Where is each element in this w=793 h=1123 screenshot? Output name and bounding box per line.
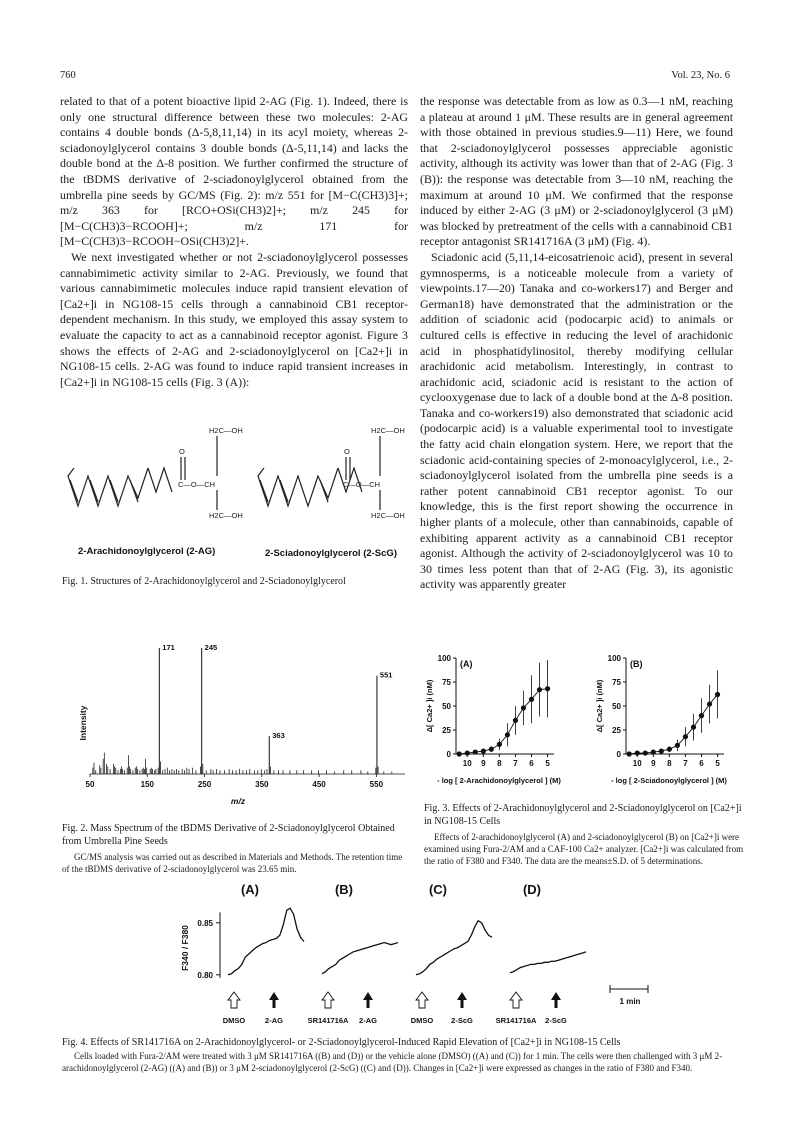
x-axis-label: m/z	[230, 796, 246, 806]
panel-b-chart	[595, 654, 727, 785]
spectrum-peaks	[93, 643, 393, 774]
atom-label: H2C—OH	[371, 511, 405, 520]
data-point	[651, 749, 656, 754]
peak-label: 171	[162, 643, 175, 652]
data-point	[521, 705, 526, 710]
trace-panel	[496, 882, 586, 1025]
structure-2-ag	[68, 436, 217, 510]
figure-1-structures	[60, 396, 408, 564]
agonist-arrow-icon	[269, 992, 279, 1008]
left-column-text	[60, 94, 408, 390]
y-tick-label: 25	[442, 726, 451, 735]
data-point	[505, 732, 510, 737]
y-axis	[197, 912, 220, 979]
y-tick-label: 0	[616, 750, 621, 759]
x-axis-ticks	[86, 774, 384, 789]
x-tick-label: 10	[462, 759, 472, 768]
atom-label: O	[179, 447, 185, 456]
right-column-text	[420, 94, 733, 593]
trace-panel	[411, 882, 492, 1025]
figure-3-caption: Fig. 3. Effects of 2-Arachidonoylglycerol and 2-Sciadonoylglycerol on [Ca2+]i in NG108-15 Cells	[424, 803, 742, 827]
data-point	[545, 686, 550, 691]
atom-label: C—O—CH	[178, 480, 216, 489]
y-tick-label: 75	[442, 678, 451, 687]
double-bond	[90, 480, 98, 502]
page-number: 760	[60, 70, 76, 81]
panel-label: (A)	[240, 882, 260, 897]
panel-label: (D)	[522, 882, 542, 897]
x-axis-label: - log [ 2-Arachidonoylglycerol ] (M)	[437, 776, 561, 785]
data-point	[473, 749, 478, 754]
x-tick-label: 150	[140, 780, 154, 789]
acyl-chain	[68, 468, 148, 506]
fit-curve	[629, 694, 717, 754]
x-tick-label: 550	[369, 780, 384, 789]
data-point	[497, 742, 502, 747]
y-tick-label: 100	[437, 654, 451, 663]
agonist-label: 2-ScG	[451, 1016, 473, 1025]
data-point	[481, 749, 486, 754]
y-tick-label: 0.85	[197, 918, 213, 928]
alkyl-tail	[148, 468, 172, 492]
x-axis-label: - log [ 2-Sciadonoylglycerol ] (M)	[611, 776, 727, 785]
y-axis-label: Δ[ Ca2+ ]i (nM)	[595, 679, 604, 733]
pretreatment-label: DMSO	[222, 1016, 246, 1025]
paragraph: related to that of a potent bioactive lipid 2-AG (Fig. 1). Indeed, there is only one structural difference between these two molecules: 2-AG contains 4 double bonds (Δ-5,8,11,14) in its acyl moiety, whereas 2-sciadonoylglycerol contains 3 double bonds (Δ-5,11,14) and lacks the double bond at the Δ-8 position. We further confirmed the structure of the tBDMS derivative of 2-sciadonoylglycerol obtained from the umbrella pine seeds by GC/MS (Fig. 2): m/z 551 for [M−C(CH3)3]+; m/z 363 for [RCO+OSi(CH3)2]+; m/z 245 for [M−C(CH3)3−RCOOH]+; m/z 171 for [M−C(CH3)3−RCOOH−OSi(CH3)2]+.	[60, 94, 408, 249]
x-tick-label: 7	[513, 759, 518, 768]
figure-4-note: Cells loaded with Fura-2/AM were treated with 3 μM SR141716A ((B) and (D)) or the vehicle alone (DMSO) ((A) and (C)) for 1 min. The cells were then challenged with 3 μM 2-arachidonoylglycerol (2-AG) ((A) and (B)) or 3 μM 2-sciadonoylglycerol (2-ScG) ((C) and (D)). Changes in [Ca2+]i were expressed as changes in the ratio of F380 and F340.	[62, 1051, 723, 1073]
double-bond	[130, 480, 138, 502]
acyl-chain	[258, 468, 338, 506]
y-tick-label: 50	[442, 702, 451, 711]
pretreatment-arrow-icon	[322, 992, 334, 1008]
time-scale-bar	[610, 985, 648, 1006]
agonist-label: 2-AG	[265, 1016, 283, 1025]
peak-label: 551	[379, 670, 393, 680]
pretreatment-arrow-icon	[510, 992, 522, 1008]
paragraph: We next investigated whether or not 2-sciadonoylglycerol possesses cannabimimetic activity similar to 2-AG. Previously, we found that various cannabimimetic molecules induce rapid transient elevation of [Ca2+]i in NG108-15 cells through a cannabinoid CB1 receptor-dependent mechanism. In this study, we employed this assay system to evaluate the capacity to act as a cannabinoid receptor agonist. Figure 3 shows the effects of 2-AG and 2-sciadonoylglycerol on [Ca2+]i in NG108-15 cells. 2-AG was found to induce rapid transient increases in [Ca2+]i in NG108-15 cells (Fig. 3 (A)):	[60, 249, 408, 389]
figure-3-dose-response	[420, 650, 760, 800]
fit-curve	[459, 689, 547, 754]
paragraph: the response was detectable from as low as 0.3—1 nM, reaching a plateau at around 1 μM. These results are in general agreement with those obtained in previous studies.9—11) Here, we found that 2-sciadonoylglycerol possesses appreciable agonistic activity, although its activity was lower than that of 2-AG (Fig. 3 (B)): the response was detectable from 3—10 nM, reaching the maximum at around 10 μM. We confirmed that the response induced by either 2-AG (3 μM) or 2-sciadonoylglycerol (3 μM) was blocked by pretreatment of the cells with a cannabinoid CB1 receptor antagonist SR141716A (3 μM) (Fig. 4).	[420, 94, 733, 249]
pretreatment-arrow-icon	[416, 992, 428, 1008]
y-tick-label: 0.80	[197, 970, 213, 980]
figure-4-traces	[180, 880, 680, 1030]
y-tick-label: 75	[612, 678, 621, 687]
panel-label: (C)	[428, 882, 448, 897]
agonist-arrow-icon	[363, 992, 373, 1008]
panel-a-chart	[425, 654, 561, 785]
agonist-arrow-icon	[551, 992, 561, 1008]
x-tick-label: 450	[312, 780, 326, 789]
scale-label: 1 min	[619, 997, 641, 1006]
figure-2-note: GC/MS analysis was carried out as described in Materials and Methods. The retention time of the tBDMS derivative of 2-sciadonoylglycerol was 23.65 min.	[62, 852, 403, 874]
peak-label: 245	[204, 643, 218, 652]
x-tick-label: 8	[667, 759, 672, 768]
figure-4-caption: Fig. 4. Effects of SR141716A on 2-Arachidonoylglycerol- or 2-Sciadonoylglycerol-Induced Rapid Elevation of [Ca2+]i in NG108-15 Cells	[62, 1037, 621, 1048]
data-point	[537, 687, 542, 692]
panel-label: (B)	[630, 659, 643, 669]
double-bond	[320, 480, 328, 502]
data-point	[643, 750, 648, 755]
y-tick-label: 25	[612, 726, 621, 735]
x-tick-label: 6	[699, 759, 704, 768]
y-tick-label: 100	[607, 654, 621, 663]
pretreatment-label: SR141716A	[495, 1016, 537, 1025]
double-bond	[280, 480, 288, 502]
x-tick-label: 350	[255, 780, 269, 789]
atom-label: O	[344, 447, 350, 456]
x-tick-label: 8	[497, 759, 502, 768]
panel-label: (A)	[460, 659, 473, 669]
y-tick-label: 50	[612, 702, 621, 711]
data-point	[529, 697, 534, 702]
figure-2-caption: Fig. 2. Mass Spectrum of the tBDMS Derivative of 2-Sciadonoylglycerol Obtained from Umbrella Pine Seeds	[62, 823, 395, 847]
data-point	[707, 701, 712, 706]
data-point	[675, 743, 680, 748]
x-tick-label: 250	[197, 780, 212, 789]
agonist-label: 2-ScG	[545, 1016, 567, 1025]
agonist-label: 2-AG	[359, 1016, 377, 1025]
x-tick-label: 9	[651, 759, 656, 768]
x-tick-label: 6	[529, 759, 534, 768]
x-tick-label: 5	[545, 759, 550, 768]
peak-label: 363	[272, 731, 285, 741]
data-point	[715, 692, 720, 697]
structure-name-2-ag: 2-Arachidonoylglycerol (2-AG)	[78, 546, 216, 557]
trace-line	[416, 921, 492, 975]
data-point	[457, 751, 462, 756]
trace-panel	[223, 882, 304, 1025]
atom-label: C—O—CH	[343, 480, 381, 489]
data-point	[667, 747, 672, 752]
atom-label: H2C—OH	[209, 511, 243, 520]
x-tick-label: 10	[632, 759, 642, 768]
agonist-arrow-icon	[457, 992, 467, 1008]
trace-panel	[308, 882, 398, 1025]
data-point	[635, 750, 640, 755]
double-bond	[260, 480, 268, 502]
pretreatment-label: DMSO	[410, 1016, 434, 1025]
trace-line	[322, 943, 398, 974]
paragraph: Sciadonic acid (5,11,14-eicosatrienoic acid), present in several gymnosperms, is a noticeable molecule from a variety of viewpoints.17—20) Tanaka and co-workers17) and Berger and German18) have demonstrated that the administration or the addition of sciadonic acid (podocarpic acid) to animals or cultured cells is effective in reducing the level of arachidonic acid in phosphatidylinositol, thereby modifying cellular arachidonic acid metabolism. Interestingly, in contrast to arachidonic acid, sciadonic acid is resistant to the action of cyclooxygenase due to lack of a double bond at the Δ-8 position. Tanaka and co-workers19) also demonstrated that sciadonic acid (podocarpic acid) is a valuable experimental tool to investigate the fatty acid chain elongation system. Here, we report that the sciadonic acid-containing species of 2-monoacylglycerol, i.e., 2-sciadonoylglycerol isolated from the umbrella pine seeds is a rather potent cannabinoid CB1 receptor agonist. To our knowledge, this is the first report showing the occurrence in higher plants of a molecule, other than cannabinoids, capable of exhibiting apparent activity as a cannabinoid CB1 receptor agonist. Although the activity of 2-sciadonoylglycerol was 10 to 30 times less potent than that of 2-AG (Fig. 3), its agonistic activity was apparently greater	[420, 249, 733, 592]
data-point	[489, 747, 494, 752]
figure-2-mass-spectrum	[60, 628, 415, 813]
trace-line	[510, 952, 586, 973]
trace-line	[228, 908, 304, 975]
x-tick-label: 50	[85, 780, 95, 789]
journal-volume: Vol. 23, No. 6	[671, 70, 730, 81]
data-point	[659, 749, 664, 754]
data-point	[465, 750, 470, 755]
atom-label: H2C—OH	[371, 426, 405, 435]
data-point	[691, 725, 696, 730]
x-tick-label: 7	[683, 759, 688, 768]
pretreatment-label: SR141716A	[307, 1016, 349, 1025]
data-point	[683, 734, 688, 739]
panel-label: (B)	[334, 882, 354, 897]
pretreatment-arrow-icon	[228, 992, 240, 1008]
x-tick-label: 5	[715, 759, 720, 768]
y-axis-label: Δ[ Ca2+ ]i (nM)	[425, 679, 434, 733]
structure-name-2-scg: 2-Sciadonoylglycerol (2-ScG)	[265, 548, 397, 559]
trace-panels	[223, 882, 586, 1025]
double-bond	[70, 480, 78, 502]
figure-1-caption: Fig. 1. Structures of 2-Arachidonoylglycerol and 2-Sciadonoylglycerol	[62, 576, 346, 587]
data-point	[699, 713, 704, 718]
data-point	[627, 751, 632, 756]
structure-2-scg	[258, 436, 380, 510]
figure-3-note: Effects of 2-arachidonoylglycerol (A) and 2-sciadonoylglycerol (B) on [Ca2+]i were examined using Fura-2/AM and a CAF-100 Ca2+ analyzer. [Ca2+]i was calculated from the ratio of F380 and F340. The data are the means±S.D. of 5 determinations.	[424, 832, 744, 866]
y-tick-label: 0	[446, 750, 451, 759]
double-bond	[110, 480, 118, 502]
x-tick-label: 9	[481, 759, 486, 768]
data-point	[513, 718, 518, 723]
y-axis-label: F340 / F380	[180, 925, 190, 971]
y-axis-label: Intensity	[78, 705, 88, 741]
atom-label: H2C—OH	[209, 426, 243, 435]
